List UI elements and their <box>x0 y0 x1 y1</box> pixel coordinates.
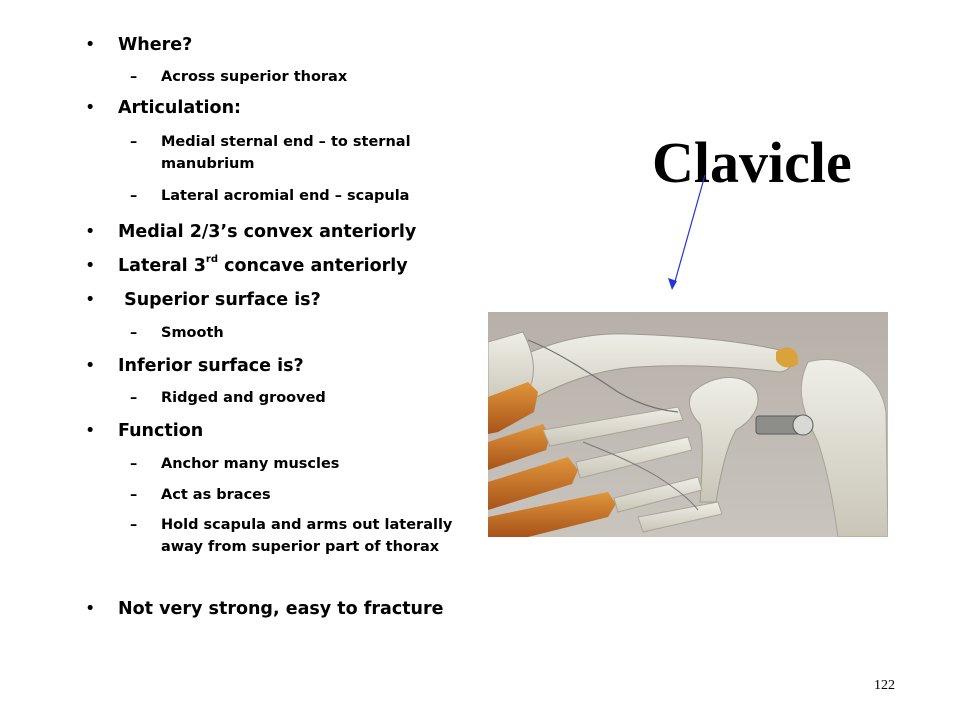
lateral-text-start: Lateral 3 <box>118 256 206 276</box>
sub-bullet-across-superior-thorax: – Across superior thorax <box>161 66 347 88</box>
sub-bullet-hold-scapula: – Hold scapula and arms out laterally away from superior part of thorax <box>161 514 461 558</box>
clavicle-skeleton-photo <box>488 312 888 537</box>
sub-bullet-lateral-acromial-end: – Lateral acromial end – scapula <box>161 185 409 207</box>
arrow-shaft <box>674 175 705 285</box>
sub-bullet-medial-sternal-end: – Medial sternal end – to sternal manubrium <box>161 131 451 175</box>
sub-bullet-anchor-muscles: – Anchor many muscles <box>161 453 339 475</box>
bullet-medial-convex: • Medial 2/3’s convex anteriorly <box>118 221 416 243</box>
bullet-inferior-surface: • Inferior surface is? <box>118 355 304 377</box>
bullet-not-strong: • Not very strong, easy to fracture <box>118 598 444 620</box>
bullet-articulation: • Articulation: <box>118 97 241 119</box>
bullet-superior-surface: • Superior surface is? <box>118 289 321 311</box>
sub-bullet-smooth: – Smooth <box>161 322 224 344</box>
bullet-function: • Function <box>118 420 203 442</box>
bullet-where: • Where? <box>118 34 192 56</box>
slide-title: Clavicle <box>652 130 852 195</box>
page-number: 122 <box>874 678 895 693</box>
sub-bullet-ridged-grooved: – Ridged and grooved <box>161 387 326 409</box>
sub-bullet-braces: – Act as braces <box>161 484 271 506</box>
superscript-rd: rd <box>205 254 218 266</box>
lateral-text-end: concave anteriorly <box>218 256 408 276</box>
